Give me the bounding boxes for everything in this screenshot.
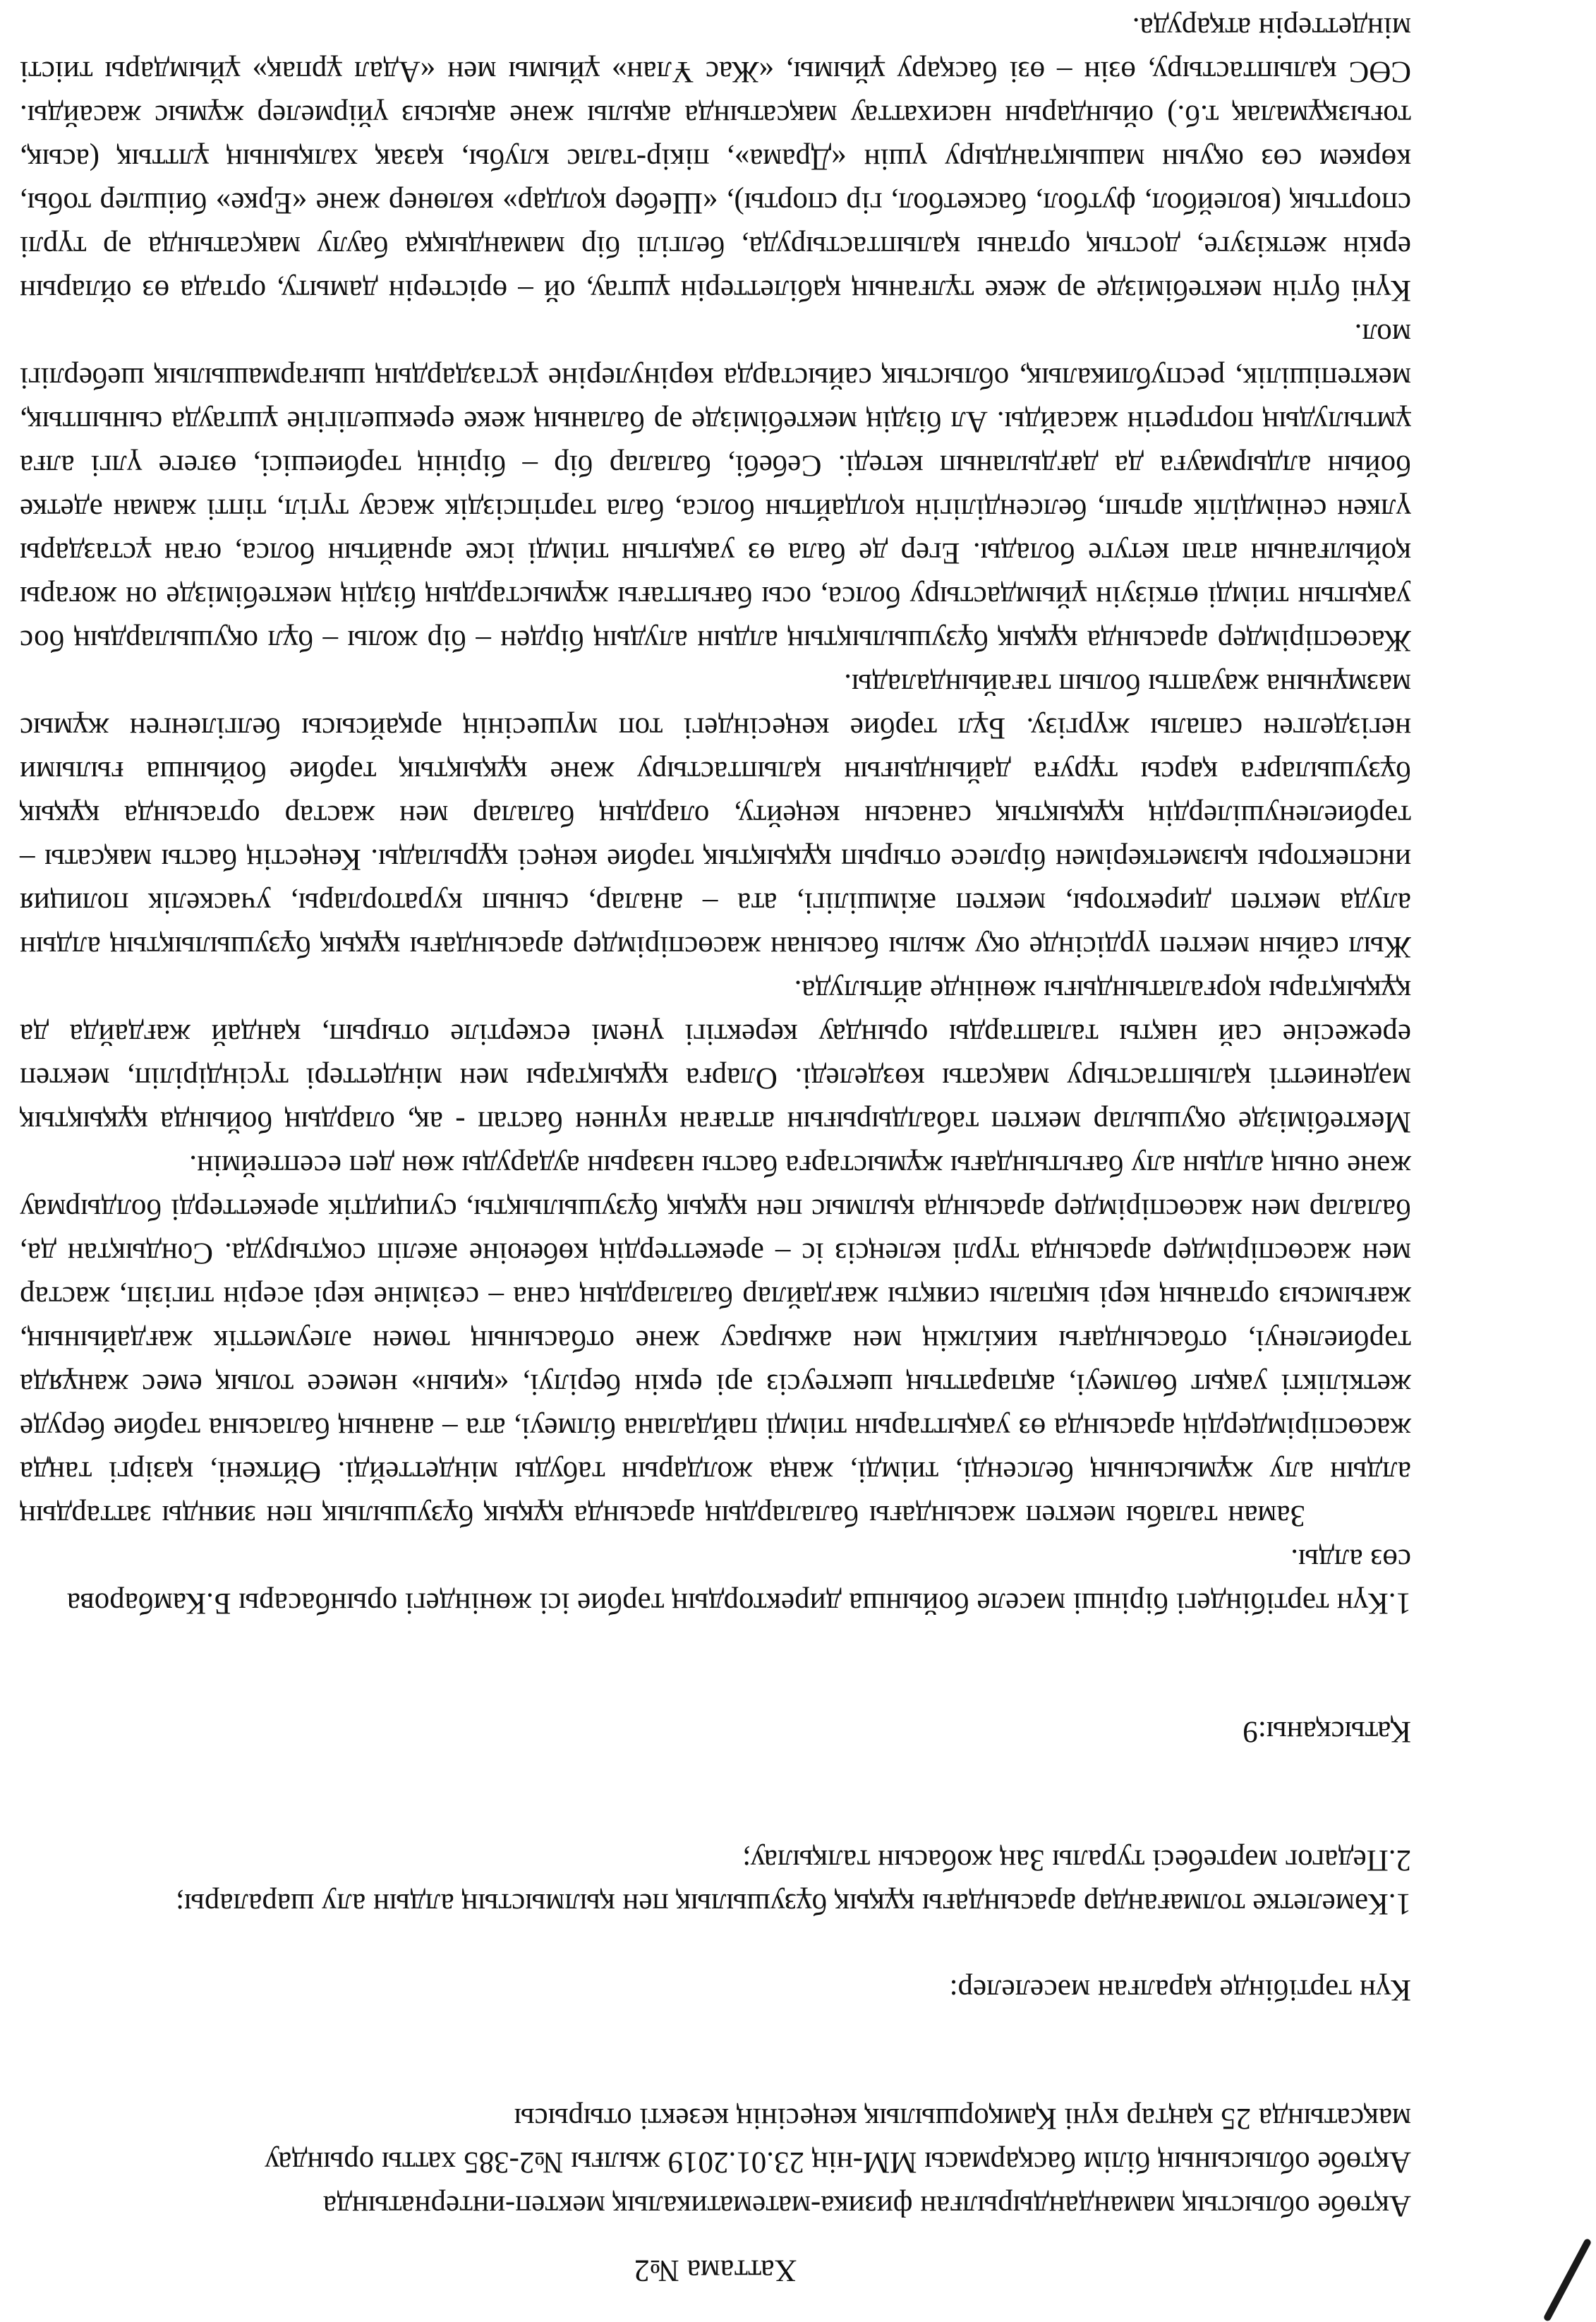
paragraph-4: Жасөспірімдер арасында құқық бұзушылықтың алдын алудың бірден – бір жолы – бұл оқушылардың бос уақытын тиімді өткізуін ұйымдастыру болса, осы бағыттағы жұмыстардың біздің мектебімізде он жоғары қойылғанын атап кетуге болады. Егер де бала өз уақытын тиімді іске арнайтын болса, оған ұстаздары үлкен сенімділік артып, белсенділігін қолдайтын болса, бала тәртіпсіздік жасау түгіл, тіпті жаман әдетке бойын алдырмауға да дағдыланып кетеді. Себебі, балалар бір – бірінің тәрбиешісі, өзгеге үлгі алға ұмтылудың портретін жасайды. Ал біздің мектебімізде әр баланың жеке ерекшелігіне ұштауда сыныптық, мектепішілік, республикалық, облыстық сайыстарда көрінулеріне ұстаздардың шығармашылық шеберлігі мол. <box>20 318 1411 657</box>
agenda-item-2: 2.Педагог мәртебесі туралы Заң жобасын талқылау; <box>742 1843 1411 1877</box>
pen-stroke-mark <box>1543 2238 1592 2322</box>
paragraph-6 <box>20 0 1411 6</box>
header-line-school: Ақтөбе облыстық мамандандырылған физика-математикалық мектеп-интернатында <box>322 2189 1411 2222</box>
paragraph-2: Мектебімізде оқушылар мектеп табалдырығын аттаған күннен бастап - ақ, олардың бойында құқықтық мәдениетті қалыптастыру мақсаты көзделеді. Оларға құқықтары мен міндеттері түсіндіріліп, мектеп ережесіне сай нақты талаптарды орындау керектігі үнемі ескертіле отырып, қандай жағдайда да құқықтары қорғалатындығы жөнінде айтылуда. <box>20 974 1411 1138</box>
agenda-item-1: 1.Кәмелетке толмағандар арасындағы құқық бұзушылық пен қылмыстың алдын алу шаралары; <box>176 1887 1411 1920</box>
first-item-speaker: 1.Күн тәртібіндегі бірінші мәселе бойынша директордың тәрбие ісі жөніндегі орынбасары Б.Камбарова сөз алды. <box>66 1543 1411 1620</box>
attendance-count: Қатысқаны:9 <box>1243 1715 1411 1748</box>
header-line-meeting: мақсатында 25 қаңтар күні Қамқоршылық кеңесінің кезекті отырысы <box>514 2102 1411 2135</box>
paragraph-5: Күні бүгін мектебімізде әр жеке тұлғаның қабілеттерін ұштау, ой – өрістерін дамыту, ортада өз ойларын еркін жеткізуге, достық ортаны қалыптастыруда, белгілі бір мамандыққа баулу мақсатында әр түрлі спорттық (волейбол, футбол, баскетбол, гір спорты), «Шебер қолдар» көлөнер және «Ерке» биішлер тобы, көркем сөз оқуын машықтандыру үшін «Драма», пікір-талас клубы, қазақ халқының ұлттық (асық, тоғызқұмалақ т.б.) ойындарын насихаттау мақсатында ақылы және ақысыз үйірмелер жұмыс жасайды. СӨС қалыптастыру, өзін – өзі басқару ұйымы, «Жас Ұлан» ұйымы мен «Адал ұрпақ» ұйымдары тиісті міндеттерін атқаруда. <box>20 11 1411 307</box>
agenda-heading: Күн тәртібінде қаралған мәселелер: <box>949 1973 1411 2007</box>
paragraph-1: Заман талабы мектеп жасындағы балалардың арасында құқық бұзушылық пен зиянды заттардың алдын алу жұмысының белсенді, тиімді, жаңа жолдарын табуды міндеттейді. Өйткені, қазіргі таңда жасөспірімдердің арасында өз уақыттарын тиімді пайдалана білмеуі, ата – ананың баласына тәрбие беруде жеткілікті уақыт бөлмеуі, ақпараттың шектеусіз әрі еркін берілуі, «қиын» немесе толық емес жанұяда тәрбиеленуі, отбасындағы кикілжің мен ажырасу және отбасының төмен әлеуметтік жағдайының, жағымсыз ортаның кері ықпалы сияқты жағдайлар балалардың сана – сезіміне кері әсерін тигізіп, жастар мен жасөспірімдер арасында түрлі келеңсіз іс – әрекеттердің көбеюіне әкеліп соқтыруда. Сондықтан да, балалар мен жасөспірімдер арасында қылмыс пен құқық бұзушылықты, суицидтік әрекеттерді болдырмау және оның алдын алу бағытындағы жұмыстарға басты назарын аударуды жөн деп есептеймін. <box>20 1149 1411 1532</box>
paragraph-3: Жыл сайын мектеп үрдісінде оқу жылы басынан жасөспірімдер арасындағы құқық бұзушылықтың алдын алуда мектеп директоры, мектеп әкімшілігі, ата – аналар, сынып кураторлары, учаскелік полиция инспекторы қызметкерімен бірлесе отырып құқықтық тәрбие кеңесі құрылады. Кеңестің басты мақсаты – тәрбиеленушілердің құқықтық санасын кеңейту, олардың балалар мен жастар ортасында құқық бұзушыларға қарсы тұруға дайындығын қалыптастыру және құқықтық тәрбие бойынша ғылыми негізделген сапалы жүргізу. Бұл тәрбие кеңесіндегі топ мүшесінің әрқайсысы белгіленген жұмыс мазмұнына жауапты болып тағайындалады. <box>20 668 1411 963</box>
document-body <box>20 0 1411 2292</box>
header-line-order: Ақтөбе облысының білім басқармасы ММ-нің 23.01.2019 жылғы №2-385 хатты орындау <box>265 2146 1411 2179</box>
document-title: Хаттама №2 <box>634 2254 797 2288</box>
